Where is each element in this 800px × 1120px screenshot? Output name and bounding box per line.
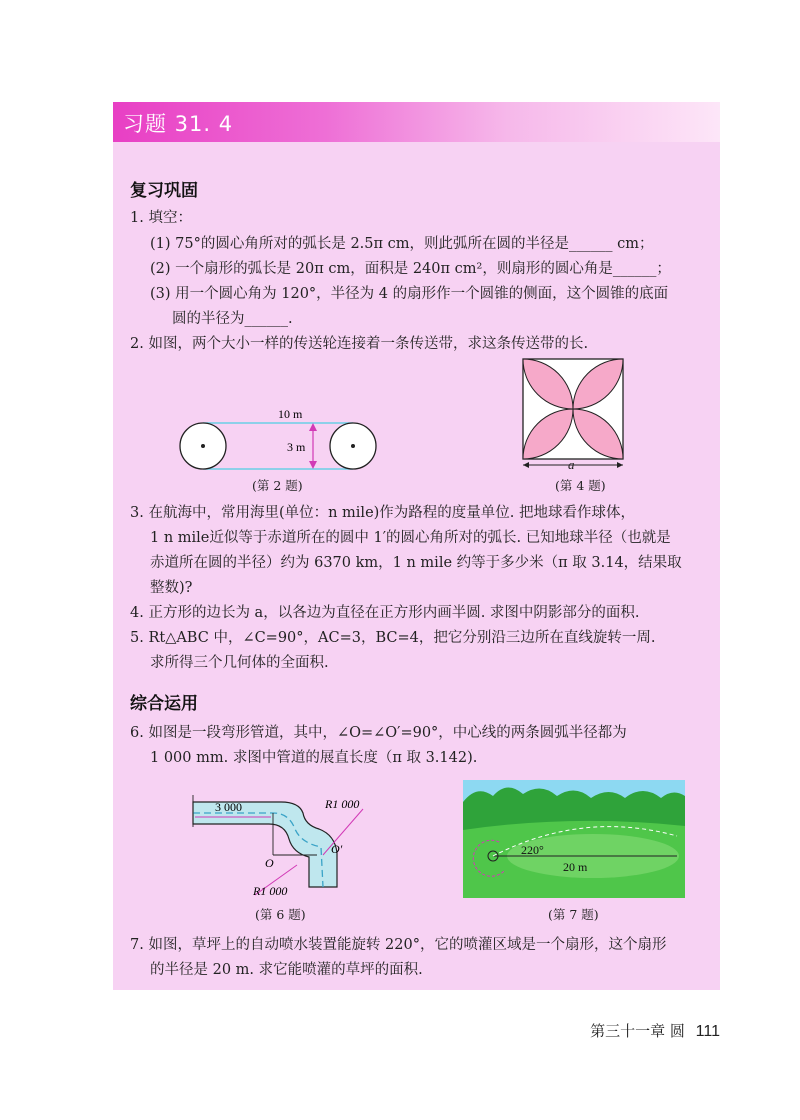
q3a-line: 3. 在航海中，常用海里(单位：n mile)作为路程的度量单位. 把地球看作球体， [130,505,636,521]
chapter-label: 第三十一章 圆 [590,1022,685,1040]
fig4-side-label: a [568,457,575,472]
leader-top [323,809,363,855]
fig6-o-label: O [265,856,274,870]
section-application-title: 综合运用 [130,694,198,714]
fig6-radius-bottom-label: R1 000 [253,884,288,898]
q5a-line: 5. Rt△ABC 中，∠C=90°，AC=3，BC=4，把它分别沿三边所在直线旋转一周. [130,630,656,646]
q1-2-line: (2) 一个扇形的弧长是 20π cm，面积是 240π cm²，则扇形的圆心角是______； [150,261,671,277]
lawn-sprinkler-figure [463,780,685,898]
q1-3a-line: (3) 用一个圆心角为 120°，半径为 4 的扇形作一个圆锥的侧面，这个圆锥的底面 [150,286,669,302]
bent-pipe-figure [185,795,385,905]
q7b-line: 的半径是 20 m. 求它能喷灌的草坪的面积. [150,962,423,978]
fig6-radius-top-label: R1 000 [325,797,360,811]
q1-line: 1. 填空： [130,210,192,226]
exercise-header [113,102,720,142]
q1-3b-line: 圆的半径为______. [172,311,293,327]
pipe-body [193,802,337,887]
fig6-length-label: 3 000 [215,800,242,814]
exercise-title: 习题 31. 4 [123,112,234,136]
fig2-height-label: 3 m [287,440,306,454]
q6a-line: 6. 如图是一段弯形管道，其中，∠O=∠O′=90°，中心线的两条圆弧半径都为 [130,725,627,741]
q7a-line: 7. 如图，草坪上的自动喷水装置能旋转 220°，它的喷灌区域是一个扇形，这个扇形 [130,937,667,953]
page-footer [590,1020,720,1041]
fig7-angle-label: 220° [521,843,544,857]
fig7-radius-label: 20 m [563,860,588,874]
q2-line: 2. 如图，两个大小一样的传送轮连接着一条传送带，求这条传送带的长. [130,336,589,352]
fig2-caption: (第 2 题) [252,478,303,493]
square-petals-figure [515,355,635,475]
page-number: 111 [695,1023,720,1040]
q3c-line: 赤道所在圆的半径）约为 6370 km，1 n mile 约等于多少米（π 取 3.14，结果取 [150,555,682,571]
fig4-caption: (第 4 题) [555,478,606,493]
left-wheel-center [201,444,205,448]
q5b-line: 求所得三个几何体的全面积. [150,655,329,671]
q1-1-line: (1) 75°的圆心角所对的弧长是 2.5π cm，则此弧所在圆的半径是______ cm； [150,236,654,252]
right-wheel-center [351,444,355,448]
fig6-o-prime-label: O′ [331,842,343,856]
q3b-line: 1 n mile近似等于赤道所在的圆中 1′的圆心角所对的弧长. 已知地球半径（也就是 [150,530,671,546]
q6b-line: 1 000 mm. 求图中管道的展直长度（π 取 3.142). [150,750,478,766]
fig7-caption: (第 7 题) [548,907,599,922]
q4-line: 4. 正方形的边长为 a，以各边为直径在正方形内画半圆. 求图中阴影部分的面积. [130,605,640,621]
section-review-title: 复习巩固 [130,181,198,201]
fig2-length-label: 10 m [278,407,303,421]
q3d-line: 整数)? [150,580,193,596]
fig6-caption: (第 6 题) [255,907,306,922]
